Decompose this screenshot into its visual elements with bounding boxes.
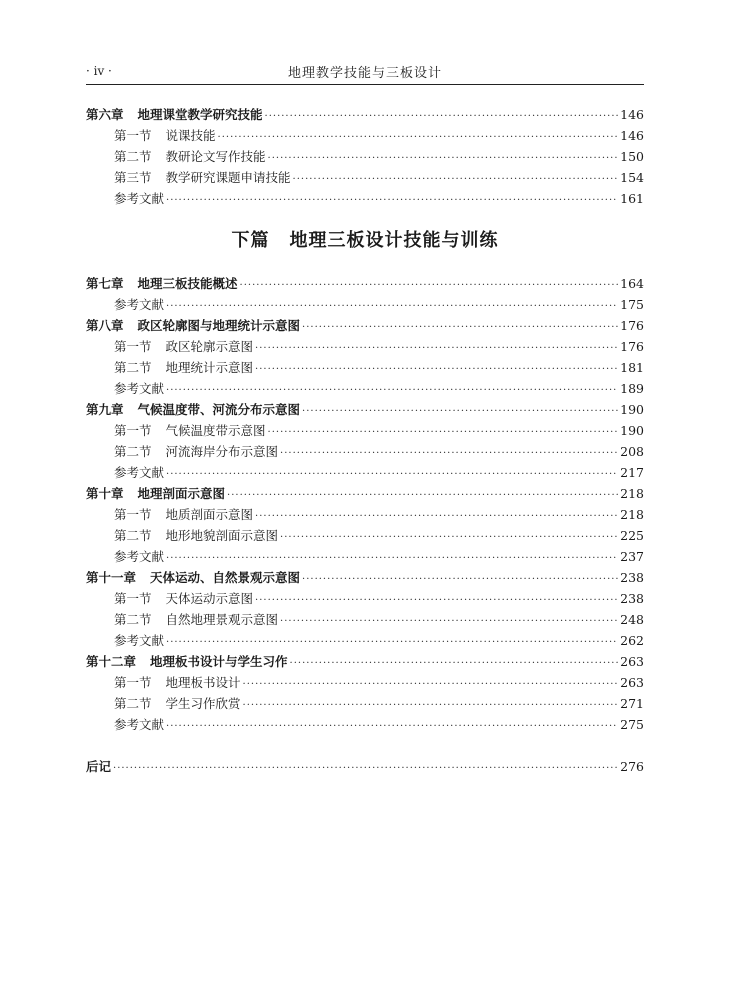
page-folio: · iv · — [86, 64, 112, 78]
toc-section-entry[interactable] — [86, 525, 644, 546]
dot-leader — [255, 590, 618, 611]
toc-entry-number: 第六章 — [86, 107, 124, 122]
dot-leader — [243, 695, 619, 716]
toc-entry-number: 第二节 — [114, 696, 152, 711]
toc-section-entry[interactable] — [86, 188, 644, 209]
dot-leader — [265, 106, 619, 127]
toc-entry-title: 参考文献 — [114, 717, 165, 732]
toc-entry-title: 参考文献 — [114, 633, 165, 648]
toc-chapter-entry[interactable] — [86, 651, 644, 672]
toc-entry-label — [86, 399, 300, 420]
toc-entry-page-number: 225 — [620, 528, 644, 543]
toc-entry-page-number: 263 — [620, 675, 644, 690]
toc-entry-page-number: 271 — [620, 696, 644, 711]
toc-entry-label — [86, 167, 291, 188]
toc-entry-title: 后记 — [86, 759, 112, 774]
dot-leader — [255, 338, 618, 359]
part-title: 地理三板设计技能与训练 — [289, 230, 499, 251]
toc-entry-page-number: 150 — [620, 149, 644, 164]
toc-entry-label — [86, 693, 241, 714]
dot-leader — [166, 464, 618, 485]
dot-leader — [280, 611, 618, 632]
running-header — [86, 62, 644, 85]
toc-section-entry[interactable] — [86, 504, 644, 525]
toc-entry-title: 天体运动示意图 — [165, 591, 254, 606]
toc-entry-title: 地形地貌剖面示意图 — [165, 528, 279, 543]
toc-entry-title: 地理统计示意图 — [165, 360, 254, 375]
toc-entry-label — [86, 651, 288, 672]
dot-leader — [166, 296, 618, 317]
toc-section-entry[interactable] — [86, 336, 644, 357]
part-number: 下篇 — [231, 230, 270, 251]
toc-entry-label — [86, 756, 111, 777]
toc-entry-title: 参考文献 — [114, 381, 165, 396]
toc-chapter-entry[interactable] — [86, 273, 644, 294]
part-heading — [86, 209, 644, 273]
toc-entry-number: 第一节 — [114, 507, 152, 522]
toc-chapter-entry[interactable] — [86, 483, 644, 504]
toc-entry-number: 第七章 — [86, 276, 124, 291]
toc-entry-title: 河流海岸分布示意图 — [165, 444, 279, 459]
toc-entry-page-number: 238 — [620, 591, 644, 606]
toc-chapter-entry[interactable] — [86, 104, 644, 125]
dot-leader — [280, 527, 618, 548]
toc-entry-page-number: 237 — [620, 549, 644, 564]
toc-entry-label — [86, 630, 164, 651]
toc-entry-title: 参考文献 — [114, 549, 165, 564]
toc-entry-number: 第一节 — [114, 675, 152, 690]
toc-section-entry[interactable] — [86, 672, 644, 693]
table-of-contents — [86, 104, 644, 777]
toc-block-part-one-tail — [86, 104, 644, 209]
dot-leader — [302, 317, 618, 338]
toc-entry-title: 地质剖面示意图 — [165, 507, 254, 522]
toc-entry-title: 参考文献 — [114, 297, 165, 312]
toc-entry-title: 教学研究课题申请技能 — [165, 170, 291, 185]
toc-entry-number: 第二节 — [114, 360, 152, 375]
toc-entry-label — [86, 336, 253, 357]
toc-entry-page-number: 146 — [620, 107, 644, 122]
dot-leader — [113, 758, 618, 779]
toc-section-entry[interactable] — [86, 294, 644, 315]
toc-entry-page-number: 238 — [620, 570, 644, 585]
toc-entry-title: 地理三板技能概述 — [137, 276, 238, 291]
toc-entry-page-number: 263 — [620, 654, 644, 669]
toc-entry-page-number: 154 — [620, 170, 644, 185]
toc-entry-label — [86, 525, 278, 546]
toc-entry-page-number: 248 — [620, 612, 644, 627]
toc-section-entry[interactable] — [86, 167, 644, 188]
toc-entry-label — [86, 546, 164, 567]
toc-entry-page-number: 175 — [620, 297, 644, 312]
dot-leader — [280, 443, 618, 464]
toc-section-entry[interactable] — [86, 630, 644, 651]
toc-entry-title: 教研论文写作技能 — [165, 149, 266, 164]
toc-entry-number: 第一节 — [114, 128, 152, 143]
running-title: 地理教学技能与三板设计 — [287, 66, 442, 81]
toc-block-afterword — [86, 756, 644, 777]
toc-entry-title: 参考文献 — [114, 465, 165, 480]
toc-entry-number: 第二节 — [114, 149, 152, 164]
dot-leader — [302, 569, 618, 590]
toc-entry-label — [86, 273, 238, 294]
toc-entry-page-number: 218 — [620, 507, 644, 522]
spacer — [86, 735, 644, 756]
toc-entry-number: 第三节 — [114, 170, 152, 185]
toc-entry-label — [86, 441, 278, 462]
dot-leader — [243, 674, 619, 695]
dot-leader — [227, 485, 618, 506]
toc-entry-page-number: 262 — [620, 633, 644, 648]
dot-leader — [240, 275, 619, 296]
toc-entry-page-number: 146 — [620, 128, 644, 143]
toc-entry-title: 地理板书设计 — [165, 675, 241, 690]
toc-entry-number: 第九章 — [86, 402, 124, 417]
toc-section-entry[interactable] — [86, 714, 644, 735]
toc-entry-page-number: 176 — [620, 339, 644, 354]
toc-section-entry[interactable] — [86, 125, 644, 146]
toc-entry-label — [86, 146, 266, 167]
toc-entry-label — [86, 483, 225, 504]
dot-leader — [166, 716, 618, 737]
toc-section-entry[interactable] — [86, 588, 644, 609]
toc-entry-title: 地理课堂教学研究技能 — [137, 107, 263, 122]
toc-entry-page-number: 190 — [620, 423, 644, 438]
toc-chapter-entry[interactable] — [86, 315, 644, 336]
toc-section-entry[interactable] — [86, 420, 644, 441]
toc-entry-page-number: 181 — [620, 360, 644, 375]
toc-entry-number: 第二节 — [114, 612, 152, 627]
toc-entry-number: 第一节 — [114, 591, 152, 606]
toc-entry-title: 地理板书设计与学生习作 — [150, 654, 288, 669]
toc-entry-page-number: 164 — [620, 276, 644, 291]
dot-leader — [166, 548, 618, 569]
dot-leader — [166, 190, 618, 211]
toc-block-part-two — [86, 273, 644, 735]
toc-entry-label — [86, 609, 278, 630]
toc-section-entry[interactable] — [86, 693, 644, 714]
toc-entry-page-number: 218 — [620, 486, 644, 501]
toc-entry-title: 天体运动、自然景观示意图 — [150, 570, 301, 585]
dot-leader — [290, 653, 619, 674]
toc-entry-number: 第一节 — [114, 339, 152, 354]
toc-entry-label — [86, 188, 164, 209]
toc-entry-label — [86, 357, 253, 378]
toc-entry-label — [86, 462, 164, 483]
toc-entry-label — [86, 504, 253, 525]
toc-entry-label — [86, 294, 164, 315]
toc-section-entry[interactable] — [86, 357, 644, 378]
toc-entry-title: 自然地理景观示意图 — [165, 612, 279, 627]
toc-entry-title: 说课技能 — [165, 128, 216, 143]
toc-section-entry[interactable] — [86, 609, 644, 630]
toc-section-entry[interactable] — [86, 146, 644, 167]
toc-entry-page-number: 208 — [620, 444, 644, 459]
toc-entry-label — [86, 567, 300, 588]
dot-leader — [293, 169, 619, 190]
dot-leader — [255, 359, 618, 380]
toc-entry-label — [86, 125, 216, 146]
toc-entry-page-number: 217 — [620, 465, 644, 480]
toc-section-entry[interactable] — [86, 441, 644, 462]
toc-entry-page-number: 190 — [620, 402, 644, 417]
toc-entry-title: 气候温度带示意图 — [165, 423, 266, 438]
dot-leader — [255, 506, 618, 527]
toc-section-entry[interactable] — [86, 378, 644, 399]
toc-entry-label — [86, 714, 164, 735]
toc-entry-number: 第一节 — [114, 423, 152, 438]
dot-leader — [166, 632, 618, 653]
toc-entry-label — [86, 104, 263, 125]
toc-entry-number: 第二节 — [114, 444, 152, 459]
toc-section-entry[interactable] — [86, 546, 644, 567]
dot-leader — [302, 401, 618, 422]
toc-entry-label — [86, 315, 300, 336]
toc-chapter-entry[interactable] — [86, 756, 644, 777]
toc-chapter-entry[interactable] — [86, 567, 644, 588]
dot-leader — [166, 380, 618, 401]
toc-entry-number: 第八章 — [86, 318, 124, 333]
toc-entry-page-number: 275 — [620, 717, 644, 732]
toc-entry-label — [86, 672, 241, 693]
dot-leader — [268, 422, 619, 443]
toc-entry-label — [86, 588, 253, 609]
toc-entry-title: 参考文献 — [114, 191, 165, 206]
toc-entry-page-number: 176 — [620, 318, 644, 333]
toc-entry-number: 第十一章 — [86, 570, 137, 585]
dot-leader — [218, 127, 619, 148]
toc-entry-number: 第十二章 — [86, 654, 137, 669]
toc-entry-title: 政区轮廓示意图 — [165, 339, 254, 354]
dot-leader — [268, 148, 619, 169]
toc-entry-number: 第十章 — [86, 486, 124, 501]
toc-entry-title: 政区轮廓图与地理统计示意图 — [137, 318, 301, 333]
toc-chapter-entry[interactable] — [86, 399, 644, 420]
toc-entry-number: 第二节 — [114, 528, 152, 543]
toc-entry-page-number: 161 — [620, 191, 644, 206]
toc-entry-title: 气候温度带、河流分布示意图 — [137, 402, 301, 417]
toc-entry-page-number: 276 — [620, 759, 644, 774]
toc-entry-title: 地理剖面示意图 — [137, 486, 226, 501]
toc-section-entry[interactable] — [86, 462, 644, 483]
toc-entry-label — [86, 420, 266, 441]
toc-entry-page-number: 189 — [620, 381, 644, 396]
toc-entry-title: 学生习作欣赏 — [165, 696, 241, 711]
toc-entry-label — [86, 378, 164, 399]
